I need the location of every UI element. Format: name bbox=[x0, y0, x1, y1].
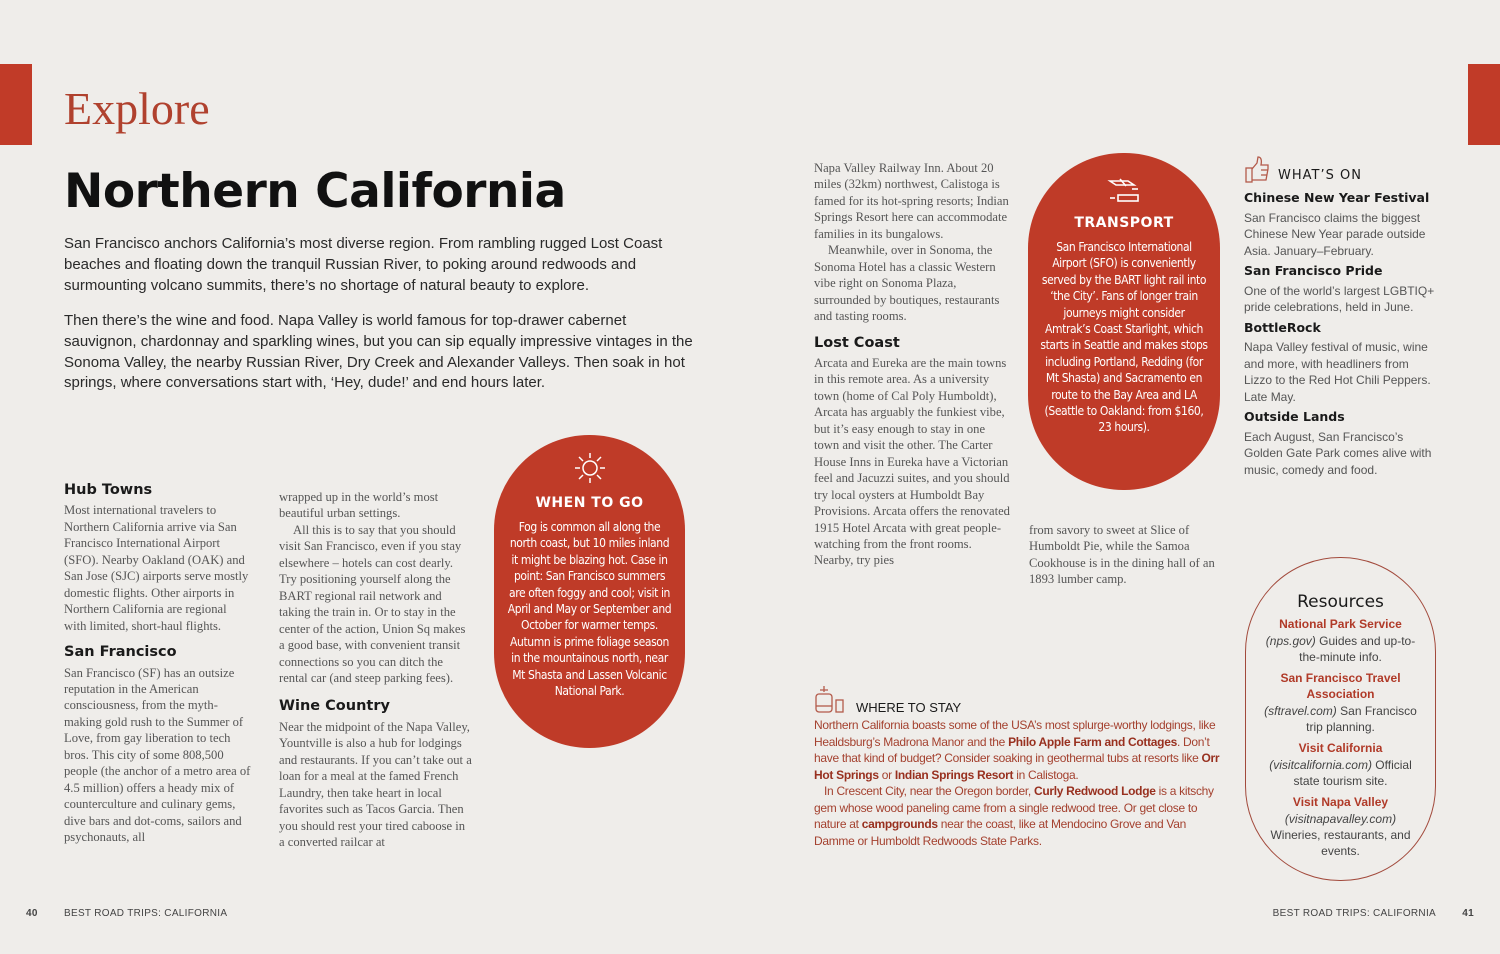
text: is a kitschy gem whose wood paneling came from a single redwood tree. Or get close to nature at bbox=[814, 784, 1214, 831]
event-desc: San Francisco claims the biggest Chinese New Year parade outside Asia. January–February. bbox=[1244, 210, 1426, 258]
heading-san-francisco: San Francisco bbox=[64, 644, 177, 661]
column-4 bbox=[1029, 522, 1219, 588]
intro-paragraph: San Francisco anchors California’s most diverse region. From rambling rugged Lost Coast beaches and floating down the tranquil Russian River, to poking around redwoods and surmounting volcano summits, there’s no shortage of natural beauty to explore. bbox=[64, 235, 663, 294]
resource-site: (nps.gov) bbox=[1265, 633, 1316, 648]
page-number-left: 40 bbox=[26, 908, 38, 919]
resources-box bbox=[1245, 557, 1436, 881]
column-2 bbox=[279, 489, 473, 851]
resource-desc: San Francisco trip planning. bbox=[1306, 703, 1417, 735]
page-number-right: 41 bbox=[1462, 908, 1474, 919]
text: or bbox=[878, 767, 895, 782]
whats-on-box bbox=[1244, 156, 1440, 478]
san-francisco-body: San Francisco (SF) has an outsize reputation in the American consciousness, from the myth-making gold rush to the Summer of Love, from gay liberation to tech bros. This city of some 808,500 people (the anchor of a metro area of 4.5 million) offers a heady mix of counterculture and culinary gems, dive bars and dot-coms, sailors and psychonauts, all bbox=[64, 665, 251, 845]
wine-country-cont: Napa Valley Railway Inn. About 20 miles (32km) northwest, Calistoga is famed for its hot-spring resorts; Indian Springs Resort here can accommodate families in its bungalows. bbox=[814, 161, 1009, 241]
resource-site: (visitcalifornia.com) bbox=[1269, 757, 1372, 772]
event-name: Chinese New Year Festival bbox=[1244, 190, 1430, 205]
resource-item bbox=[1260, 740, 1421, 789]
transport-body: San Francisco International Airport (SFO) is conveniently served by the BART light rail into ‘the City’. Fans of longer train journeys might consider Amtrak’s Coast Starlight, which starts in Seattle and makes stops including Portland, Redding (for Mt Shasta) and Sacramento en route to the Bay Area and LA (Seattle to Oakland: from $160, 23 hours). bbox=[1040, 240, 1208, 435]
sun-icon bbox=[573, 451, 607, 485]
event-desc: Napa Valley festival of music, wine and more, with headliners from Lizzo to the Red Hot Chili Peppers. Late May. bbox=[1244, 340, 1431, 404]
wine-country-body2: Meanwhile, over in Sonoma, the Sonoma Hotel has a classic Western vibe right on Sonoma Plaza, surrounded by boutiques, restaurants and tasting rooms. bbox=[814, 243, 1000, 324]
lost-coast-body: Arcata and Eureka are the main towns in this remote area. As a university town (home of Cal Poly Humboldt), Arcata has arguably the funkiest vibe, but it’s easy enough to stay in one town and visit the other. The Carter House Inns in Eureka have a Victorian feel and Jacuzzi suites, and you should try local oysters at Humboldt Bay Provisions. Arcata offers the renovated 1915 Hotel Arcata with great people-watching from the front rooms. Nearby, try pies bbox=[814, 355, 1010, 568]
luggage-icon bbox=[814, 684, 846, 716]
san-francisco-body2: All this is to say that you should visit San Francisco, even if you stay elsewhere – hotels can cost dearly. Try positioning yourself along the BART regional rail network and taking the train in. Or to stay in the center of the action, Union Sq makes a good base, with convenient transit connections so you can ditch the rental car (and steep parking fees). bbox=[279, 522, 466, 685]
resource-site: (visitnapavalley.com) bbox=[1284, 811, 1397, 826]
event-desc: Each August, San Francisco’s Golden Gate Park comes alive with music, comedy and food. bbox=[1244, 429, 1432, 477]
lodging-orr-hot-springs: Orr Hot Springs bbox=[814, 751, 1220, 782]
san-francisco-cont: wrapped up in the world’s most beautiful urban settings. bbox=[279, 490, 439, 521]
when-to-go-box bbox=[494, 435, 685, 748]
event-name: San Francisco Pride bbox=[1244, 263, 1383, 278]
event-desc: One of the world’s largest LGBTIQ+ pride celebrations, held in June. bbox=[1244, 283, 1435, 314]
thumbs-up-icon bbox=[1244, 156, 1270, 184]
whats-on-heading: WHAT’S ON bbox=[1278, 167, 1362, 183]
page-tab-left bbox=[0, 64, 32, 145]
resource-item bbox=[1260, 670, 1421, 735]
section-label: Explore bbox=[64, 83, 210, 134]
wine-country-body: Near the midpoint of the Napa Valley, Yountville is also a hub for lodgings and restaurants. If you can’t take out a loan for a meal at the famed French Laundry, then take heart in local favorites such as Tacos Garcia. Then you should rest your tired caboose in a converted railcar at bbox=[279, 719, 472, 850]
transport-heading: TRANSPORT bbox=[1074, 215, 1174, 231]
event-name: BottleRock bbox=[1244, 319, 1321, 335]
heading-hub-towns: Hub Towns bbox=[64, 482, 153, 498]
hub-towns-body: Most international travelers to Northern California arrive via San Francisco International Airport (SFO). Nearby Oakland (OAK) and San Jose (SJC) airports serve mostly domestic flights. Other airports in Northern California are regional with limited, short-haul flights. bbox=[64, 503, 249, 633]
event-name: Outside Lands bbox=[1244, 409, 1345, 424]
when-to-go-body: Fog is common all along the north coast, but 10 miles inland it might be blazing hot. Case in point: San Francisco summers are often foggy and cool; visit in April and May or September and October for warmer temps. Autumn is prime foliage season in the mountainous north, near Mt Shasta and Lassen Volcanic National Park. bbox=[507, 520, 672, 699]
resource-item bbox=[1260, 616, 1421, 665]
resource-name: San Francisco Travel Association bbox=[1280, 671, 1401, 702]
column-3 bbox=[814, 160, 1010, 569]
text: in Calistoga. bbox=[1013, 767, 1079, 782]
plane-train-icon bbox=[1106, 177, 1142, 205]
when-to-go-heading: WHEN TO GO bbox=[535, 495, 644, 511]
page-tab-right bbox=[1468, 64, 1500, 145]
lodging-philo-apple-farm: Philo Apple Farm and Cottages bbox=[1008, 734, 1177, 749]
where-to-stay-p1 bbox=[814, 717, 1226, 783]
text: near the coast, like at Mendocino Grove and Van Damme or Humboldt Redwoods State Parks. bbox=[814, 817, 1186, 848]
resource-item bbox=[1260, 794, 1421, 859]
text: In Crescent City, near the Oregon border, bbox=[824, 784, 1034, 798]
running-footer-right: BEST ROAD TRIPS: CALIFORNIA bbox=[1272, 908, 1436, 919]
resource-desc: Wineries, restaurants, and events. bbox=[1270, 827, 1411, 859]
where-to-stay-box bbox=[814, 684, 1226, 849]
resource-desc: Official state tourism site. bbox=[1293, 757, 1412, 788]
lodging-curly-redwood: Curly Redwood Lodge bbox=[1033, 784, 1156, 798]
resource-name: Visit Napa Valley bbox=[1292, 795, 1389, 810]
lodging-campgrounds: campgrounds bbox=[861, 817, 938, 831]
where-to-stay-p2 bbox=[814, 783, 1226, 849]
resource-site: (sftravel.com) bbox=[1264, 703, 1337, 718]
resource-name: Visit California bbox=[1298, 741, 1383, 756]
resources-heading: Resources bbox=[1297, 592, 1384, 612]
running-footer-left: BEST ROAD TRIPS: CALIFORNIA bbox=[64, 908, 228, 919]
page-title: Northern California bbox=[64, 164, 566, 219]
heading-lost-coast: Lost Coast bbox=[814, 334, 900, 351]
where-to-stay-heading: WHERE TO STAY bbox=[856, 699, 962, 715]
column-1 bbox=[64, 482, 252, 846]
resource-name: National Park Service bbox=[1279, 617, 1402, 632]
lodging-indian-springs: Indian Springs Resort bbox=[894, 767, 1014, 782]
intro-paragraph: Then there’s the wine and food. Napa Valley is world famous for top-drawer cabernet sauvignon, chardonnay and sparkling wines, but you can sip equally impressive vintages in the Sonoma Valley, the nearby Russian River, Dry Creek and Alexander Valleys. Then soak in hot springs, where conversations start with, ‘Hey, dude!’ and end hours later. bbox=[64, 312, 693, 392]
resource-desc: Guides and up-to-the-minute info. bbox=[1299, 633, 1416, 664]
transport-box bbox=[1028, 153, 1220, 490]
text: Northern California boasts some of the USA’s most splurge-worthy lodgings, like Healdsburg’s Madrona Manor and the bbox=[814, 718, 1216, 749]
heading-wine-country: Wine Country bbox=[279, 698, 390, 715]
lost-coast-cont: from savory to sweet at Slice of Humboldt Pie, while the Samoa Cookhouse is in the dining hall of an 1893 lumber camp. bbox=[1029, 523, 1215, 587]
text: . Don’t have that kind of budget? Consider soaking in geothermal tubs at resorts like bbox=[814, 734, 1210, 765]
